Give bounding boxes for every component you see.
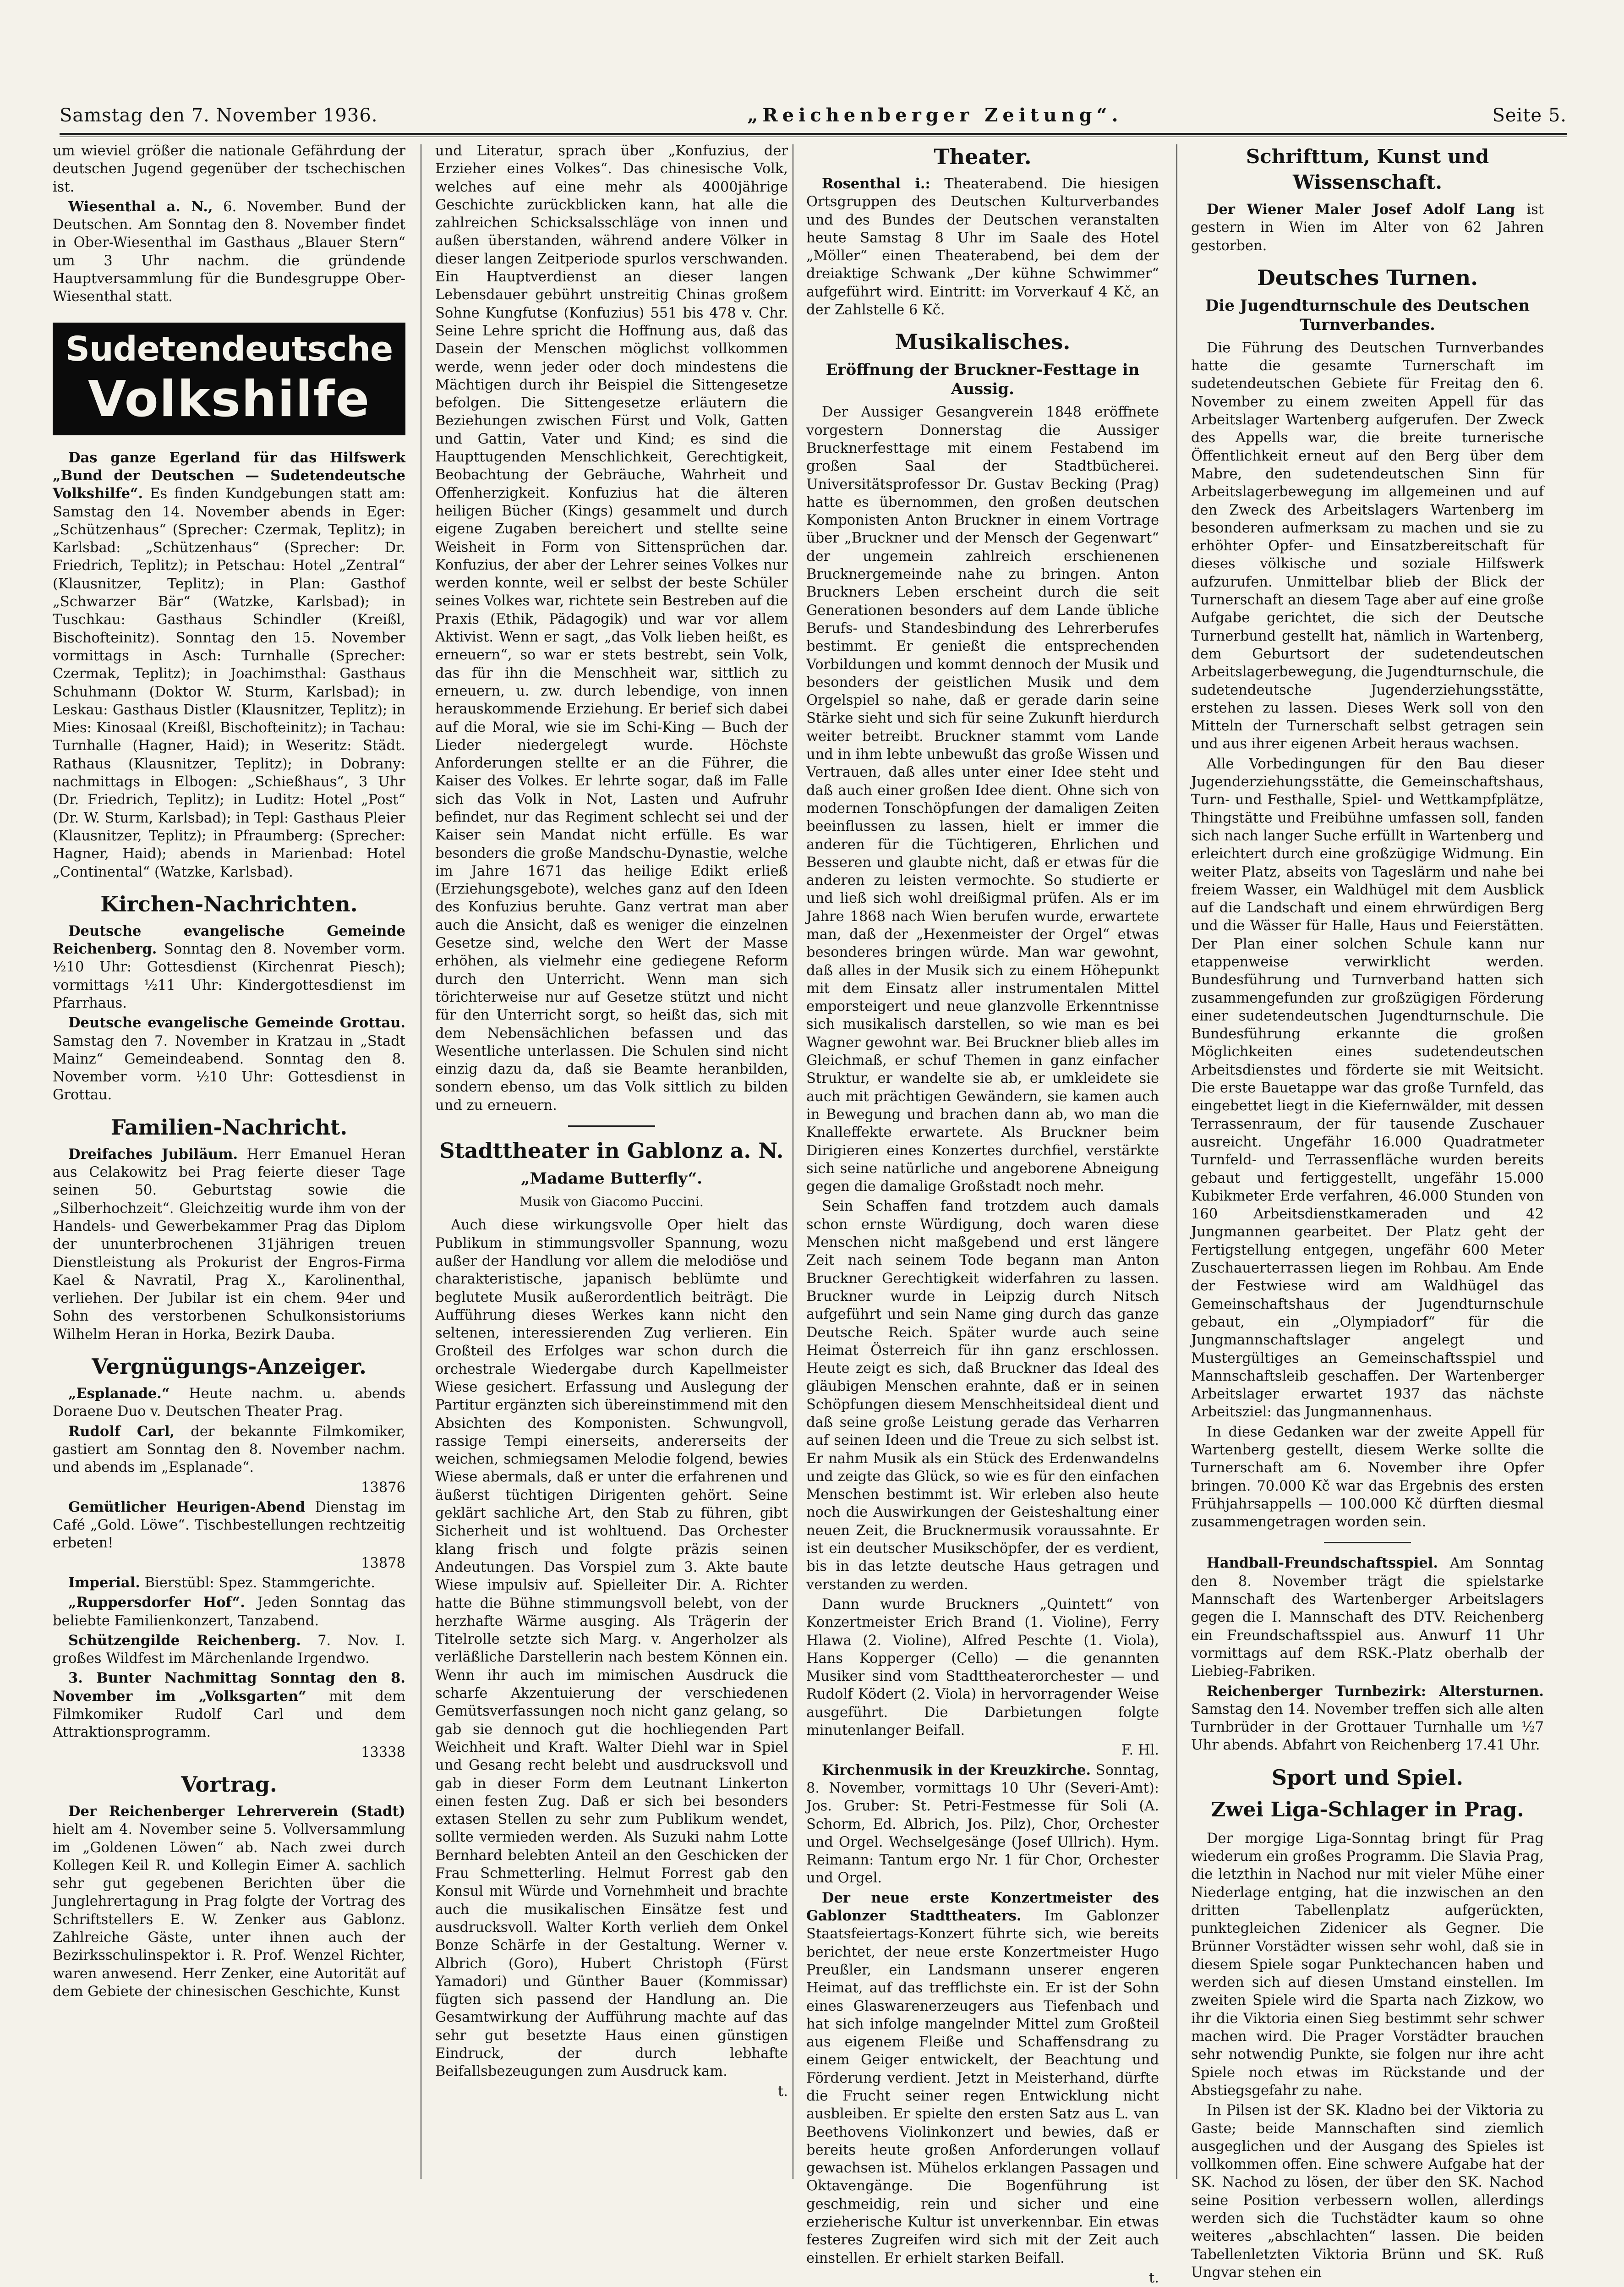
article-text: Theaterabend. Die hiesigen Ortsgruppen des Deutschen Kulturverbandes und des Bundes der Deutschen veranstalten heute Samstag 8 Uhr im Saale des Hotel „Möller“ einen Theaterabend, bei dem der dreiaktige Schwank „Der kühne Schwimmer“ aufgeführt wird. Eintritt: im Vorverkauf 4 Kč, an der Zahlstelle 6 Kč.: [806, 176, 1159, 318]
logo-line-1: Sudetendeutsche: [65, 329, 393, 369]
ad-lead: Rudolf Carl,: [68, 1423, 175, 1440]
running-head: [60, 94, 1567, 126]
ad-lead: Imperial.: [68, 1574, 140, 1591]
ad-text: Bierstübl: Spez. Stammgerichte.: [144, 1575, 375, 1591]
column-divider: [1176, 144, 1177, 2179]
paragraph: In Pilsen ist der SK. Kladno bei der Viktoria zu Gaste; beide Mannschaften sind ziemlich ausgeglichen und der Ausgang des Spieles ist vollkommen offen. Eine schwere Aufgabe hat der SK. Nachod zu lösen, der über den SK. Nachod seine Position verbessern wollen, allerdings werden sich die Tuchstädter kaum so ohne weiteres „abschlachten“ lassen. Die beiden Tabellenletzten Viktoria Brünn und SK. Ruß Ungvar stehen ein: [1191, 2102, 1544, 2281]
section-heading-sport: Sport und Spiel.: [1271, 1765, 1464, 1790]
opera-title: „Madame Butterfly“.: [521, 1169, 702, 1188]
notice-text: Samstag den 7. November in Kratzau in „Stadt Mainz“ Gemeindeabend. Sonntag den 8. November vorm. ½10 Uhr: Gottesdienst in Grottau.: [53, 1033, 405, 1103]
section-heading-kirchen: Kirchen-Nachrichten.: [100, 891, 358, 916]
paragraph: In diese Gedanken war der zweite Appell für Wartenberg gestellt, diesem Werke sollte die Turnerschaft am 6. November ihre Opfer bringen. 70.000 Kč war das Ergebnis des ersten Frühjahrsappells — 100.000 Kč dürften diesmal zusammengetragen worden sein.: [1191, 1424, 1544, 1530]
section-heading-stadttheater: Stadttheater in Gablonz a. N.: [439, 1138, 784, 1163]
article-wiesenthal: [53, 198, 405, 306]
ad-text: Heute nachm. u. abends Doraene Duo v. Deutschen Theater Prag.: [53, 1386, 405, 1420]
logo-line-2: Volkshilfe: [87, 370, 371, 428]
notice-text: Am Sonntag den 8. November trägt die spielstarke Mannschaft des Wartenberger Arbeitslagers gegen die I. Mannschaft des DTV. Reichenberg ein Freundschaftsspiel aus. Anwurf 11 Uhr vormittags auf dem RSK.-Platz oberhalb der Liebieg-Fabriken.: [1191, 1555, 1544, 1680]
ad-number: 13878: [361, 1555, 405, 1571]
article-text: Sonntag, 8. November, vormittags 10 Uhr (Severi-Amt): Jos. Gruber: St. Petri-Festmesse für Soli (A. Schorm, Ed. Albrich, Jos. Pilz), Chor, Orchester und Orgel. Wechselgesänge (Josef Ullrich). Hym. Reimann: Tantum ergo Nr. 1 für Chor, Orchester und Orgel.: [806, 1762, 1159, 1887]
article-konzertmeister: [806, 1889, 1159, 2267]
ad-lead: 3. Bunter Nachmittag Sonntag den 8. November im „Volksgarten“: [53, 1670, 405, 1705]
ad-entry: [53, 1594, 405, 1630]
article-lead: Rosenthal i.:: [822, 176, 930, 192]
article-volkshilfe: [53, 449, 405, 881]
section-heading-vergnuegung: Vergnügungs-Anzeiger.: [92, 1354, 366, 1379]
ad-number: 13876: [361, 1479, 405, 1496]
ad-number: 13338: [361, 1744, 405, 1760]
paragraph: Sein Schaffen fand trotzdem auch damals schon ernste Würdigung, doch waren diese Menschen nicht maßgebend und erst längere Zeit nach seinem Tode begann man Anton Bruckner Gerechtigkeit widerfahren zu lassen. Bruckner wurde in Leipzig durch Nitsch aufgeführt und sein Name ging durch das ganze Deutsche Reich. Später wurde auch seine Heimat Österreich für ihn ganz erschlossen. Heute zeigt es sich, daß Bruckner das Ideal des gläubigen Menschen erahnte, daß er in seinen Schöpfungen diesem Menschheitsideal dient und daß seine große Leistung gerade das Verharren auf seinen Ideen und die Treue zu sich selbst ist. Er nahm Musik als ein Stück des Erdenwandelns und zeigte das Glück, so wie es für den einfachen Menschen bestimmt ist. Wir erleben also heute noch die Auswirkungen der Geisteshaltung einer neuen Zeit, die Brucknermusik voraussahnte. Er ist ein deutscher Musikschöpfer, der es verdient, bis in das letzte deutsche Haus getragen und verstanden zu werden.: [806, 1198, 1159, 1593]
ad-text: mit dem Filmkomiker Rudolf Carl und dem Attraktionsprogramm.: [53, 1688, 405, 1741]
column-3: [806, 142, 1159, 2286]
composer-line: Musik von Giacomo Puccini.: [519, 1194, 704, 1210]
issue-date: Samstag den 7. November 1936.: [60, 105, 378, 126]
article-rosenthal: [806, 175, 1159, 319]
ad-text: der bekannte Filmkomiker, gastiert am Sonntag den 8. November nachm. und abends im „Esplanade“.: [53, 1423, 405, 1476]
section-heading-theater: Theater.: [934, 144, 1032, 169]
header-rule: [60, 133, 1567, 135]
paragraph: Dann wurde Bruckners „Quintett“ von Konzertmeister Erich Brand (1. Violine), Ferry Hlawa (2. Violine), Alfred Peschte (1. Viola), Hans Kopperger (Cello) — die genannten Musiker sind vom Stadttheaterorchester — und Rudolf Ködert (2. Viola) in hervorragender Weise ausgeführt. Die Darbietungen folgte minutenlanger Beifall.: [806, 1596, 1159, 1739]
notice-lead: Deutsche evangelische Gemeinde Grottau.: [68, 1015, 405, 1031]
ad-text: Jeden Sonntag das beliebte Familienkonzert, Tanzabend.: [53, 1595, 405, 1629]
notice-lead: Dreifaches Jubiläum.: [68, 1146, 238, 1163]
article-lead: Der neue erste Konzertmeister des Gablonzer Stadttheaters.: [806, 1889, 1159, 1925]
notice: [1191, 201, 1544, 255]
notice-text: Samstag den 14. November treffen sich alle alten Turnbrüder in der Grottauer Turnhalle um ½7 Uhr abends. Abfahrt von Reichenberg 17.41 Uhr.: [1191, 1701, 1544, 1754]
notice-lead: Reichenberger Turnbezirk: Altersturnen.: [1207, 1683, 1544, 1700]
column-1: [53, 142, 405, 2186]
article-vortrag: [53, 1803, 405, 2001]
section-heading-schrifttum: Schrifttum, Kunst und Wissenschaft.: [1246, 145, 1489, 193]
ad-entry: [53, 1632, 405, 1668]
ad-lead: Schützengilde Reichenberg.: [68, 1632, 301, 1649]
column-2: [435, 142, 788, 2186]
paragraph: Auch diese wirkungsvolle Oper hielt das Publikum in stimmungsvoller Spannung, wozu außer der Handlung vor allem die melodiöse und charakteristische, japanisch beblümte und beglutete Musik außerordentlich beiträgt. Die Aufführung dieses Werkes kann nicht den seltenen, interessierenden Zug verlieren. Ein Großteil des Erfolges war schon durch die orchestrale Wiedergabe durch Kapellmeister Wiese gesichert. Erfassung und Auslegung der Partitur ergänzten sich übereinstimmend mit den Absichten des Komponisten. Schwungvoll, rassige Tempi einerseits, andererseits der weichen, schmiegsamen Melodie folgend, bewies Wiese abermals, daß er unter die erfahrenen und äußerst tüchtigen Dirigenten gehört. Seine geklärt sachliche Art, den Stab zu führen, gibt Sicherheit und ist wohltuend. Das Orchester klang frisch und folgte präzis seinen Andeutungen. Das Vorspiel zum 3. Akte baute Wiese impulsiv auf. Spielleiter Dir. A. Richter hatte die Bühne stimmungsvoll belebt, von der herzhafte Wärme ausging. Als Trägerin der Titelrolle setzte sich Marg. v. Angerholzer als verläßliche Darstellerin nach bestem Können ein. Wenn ihr auch im mimischen Ausdruck die scharfe Akzentuierung der verschiedenen Gemütsverfassungen noch nicht ganz gelang, so gab sie dennoch gut die hochliegenden Part Weichheit und Kraft. Walter Diehl war in Spiel und Gesang recht belebt und ausdrucksvoll und gab in dieser Form dem Leutnant Linkerton einen festen Zug. Daß er sich bei besonders extasen Stellen zu sehr zum Publikum wendet, sollte vermieden werden. Als Suzuki nahm Lotte Bernhard belebten Anteil an den Geschicken der Frau Schmetterling. Helmut Forrest gab den Konsul mit Würde und Vornehmheit und brachte auch die musikalischen Einsätze fest und ausdrucksvoll. Walter Korth verlieh dem Onkel Bonze Schärfe in der Gestaltung. Werner v. Albrich (Goro), Hubert Christoph (Fürst Yamadori) und Günther Bauer (Kommissar) fügten sich passend der Handlung an. Die Gesamtwirkung der Aufführung machte auf das sehr gut besetzte Haus einen günstigen Eindruck, der durch lebhafte Beifallsbezeugungen zum Ausdruck kam.: [435, 1217, 788, 2080]
ad-lead: „Esplanade.“: [68, 1385, 170, 1402]
ad-lead: „Ruppersdorfer Hof“.: [68, 1594, 245, 1611]
ad-entry: [53, 1423, 405, 1477]
ad-entry: [53, 1669, 405, 1741]
article-subheading: Eröffnung der Bruckner-Festtage in Aussig.: [826, 361, 1140, 399]
notice: [53, 1014, 405, 1104]
author-signature: t.: [778, 2083, 788, 2100]
notice: [1191, 1554, 1544, 1680]
article-heading-liga: Zwei Liga-Schlager in Prag.: [1211, 1798, 1524, 1821]
article-divider: [1324, 1542, 1411, 1543]
ad-entry: [53, 1574, 405, 1592]
paragraph: und Literatur, sprach über „Konfuzius, der Erzieher eines Volkes“. Das chinesische Volk, welches auf eine mehr als 4000jährige Geschichte zurückblicken kann, hat alle die zahlreichen Schicksalsschläge von innen und außen überstanden, während andere Völker in dieser langen Zeitperiode spurlos verschwanden. Ein Hauptverdienst an dieser langen Lebensdauer gebührt unstreitig Chinas großem Sohne Kungfutse (Konfuzius) 551 bis 478 v. Chr. Seine Lehre spricht die Hoffnung aus, daß das Dasein der Menschen möglichst vollkommen werde, wenn jeder oder doch mindestens die Mächtigen durch ihr Beispiel die Sittengesetze befolgen. Die Sittengesetze erläutern die Beziehungen zwischen Fürst und Volk, Gatten und Gattin, Vater und Kind; es sind die Haupttugenden Menschlichkeit, Gerechtigkeit, Beobachtung der Gebräuche, Wahrheit und Offenherzigkeit. Konfuzius hat die älteren heiligen Bücher (Kings) gesammelt und durch eigene Zugaben bereichert und stellte seine Weisheit in Form von Sittensprüchen dar. Konfuzius, der aber der Lehrer seines Volkes nur werden konnte, weil er selbst der beste Schüler seines Volkes war, richtete sein Bestreben auf die Praxis (Ethik, Pädagogik) und war vor allem Aktivist. Wenn er sagt, „das Volk lieben heißt, es erneuern“, so war er stets bestrebt, sein Volk, das für ihn die Menschheit war, sittlich zu erneuern, u. zw. durch lebendige, von innen herauskommende Erziehung. Er berief sich dabei auf die Moral, wie sie im Schi-King — Buch der Lieder niedergelegt wurde. Höchste Anforderungen stellte er an die Führer, die Kaiser des Volkes. Er lehrte sogar, daß im Falle sich das Volk in Not, Lasten und Aufruhr befindet, nur das Regiment schlecht sei und der Kaiser sein Mandat nicht erfülle. Es war besonders die große Mandschu-Dynastie, welche im Jahre 1671 das heilige Edikt erließ (Erziehungsgebote), welches ganz auf den Ideen des Konfuzius beruhte. Ganz vertrat man aber auch die Ansicht, daß es weniger die einzelnen Gesetze sind, welche den Wert der Masse erhöhen, als vielmehr eine gediegene Reform durch den Unterricht. Wenn man sich törichterweise nur auf Gesetze stützt und nicht für den Unterricht sorgt, so heißt das, sich mit dem Nebensächlichen befassen und das Wesentliche unterlassen. Die Schulen sind nicht einzig dazu da, daß sie Beamte heranbilden, sondern ebenso, um das Volk sittlich zu bilden und zu erneuern.: [435, 143, 788, 1113]
article-text: hielt am 4. November seine 5. Vollversammlung im „Goldenen Löwen“ ab. Nach zwei durch Kollegen Keil R. und Kollegin Eimer A. sachlich sehr gut gegebenen Berichten über die Junglehrertagung in Prag folgte der Vortrag des Schriftstellers E. W. Zenker aus Gablonz. Zahlreiche Gäste, unter ihnen auch der Bezirksschulinspektor i. R. Prof. Wenzel Richter, waren anwesend. Herr Zenker, eine Autorität auf dem Gebiete der chinesischen Geschichte, Kunst: [53, 1821, 405, 2000]
author-signature: F. Hl.: [1121, 1742, 1159, 1759]
ad-lead: Gemütlicher Heurigen-Abend: [68, 1498, 306, 1515]
article-subheading: Die Jugendturnschule des Deutschen Turnverbandes.: [1205, 296, 1530, 334]
section-heading-familien: Familien-Nachricht.: [110, 1114, 348, 1140]
masthead-title: „Reichenberger Zeitung“.: [747, 104, 1123, 126]
ad-entry: [53, 1385, 405, 1421]
article-lead: Der Reichenberger Lehrerverein (Stadt): [68, 1803, 405, 1820]
ad-text: Dienstag im Café „Gold. Löwe“. Tischbestellungen rechtzeitig erbeten!: [53, 1499, 406, 1552]
paragraph: Der morgige Liga-Sonntag bringt für Prag wiederum ein großes Programm. Die Slavia Prag, die letzthin in Nachod nur mit vieler Mühe einer Niederlage entging, hat die inzwischen an den dritten Tabellenplatz aufgerückten, punktegleichen Zidenicer als Gegner. Die Brünner Vorstädter wissen sehr wohl, daß sie in diesem Spiele sogar Punktechancen haben und werden sich auf diesen Umstand einstellen. Im zweiten Spiele wird die Sparta nach Zizkow, wo ihr die Viktoria einen Sieg bestimmt sehr schwer machen wird. Die Prager Vorstädter brauchen sehr notwendig Punkte, sie folgen nur ihre acht Spiele noch etwas im Rückstande und der Abstiegsgefahr zu nahe.: [1191, 1830, 1544, 2099]
article-text: 6. November. Bund der Deutschen. Am Sonntag den 8. November findet in Ober-Wiesenthal im Gasthaus „Blauer Stern“ um 3 Uhr nachm. die gründende Hauptversammlung für die Bundesgruppe Ober-Wiesenthal statt.: [53, 198, 405, 305]
paragraph: Die Führung des Deutschen Turnverbandes hatte die gesamte Turnerschaft im sudetendeutschen Gebiete für Freitag den 6. November zu einem zweiten Appell für das Arbeitslager Wartenberg aufgerufen. Der Zweck des Appells war, die breite turnerische Öffentlichkeit erneut auf den Berg über dem Mabre, den sudetendeutschen Sinn für Arbeitslagerbewegung im allgemeinen und auf den Zweck des Arbeitslagers Wartenberg im besonderen aufmerksam zu machen und sie zu erhöhter Opfer- und Einsatzbereitschaft für dieses völkische und soziale Hilfswerk aufzurufen. Unmittelbar blieb der Blick der Turnerschaft an diesem Tage aber auf eine große Aufgabe gerichtet, die sich der Deutsche Turnerbund gestellt hat, nämlich in Wartenberg, dem Geburtsort der sudetendeutschen Arbeitslagerbewegung, die Jugendturnschule, die sudetendeutsche Jugenderziehungsstätte, erstehen zu lassen. Dieses Werk soll von den Mitteln der Turnerschaft selbst getragen sein und aus ihrer eigenen Arbeit heraus wachsen.: [1191, 340, 1544, 752]
section-heading-musik: Musikalisches.: [895, 329, 1071, 355]
notice-text: Sonntag den 8. November vorm. ½10 Uhr: Gottesdienst (Kirchenrat Piesch); vormittags ½11 Uhr: Kindergottesdienst im Pfarrhaus.: [53, 941, 405, 1011]
notice: [1191, 1683, 1544, 1755]
notice-lead: Deutsche evangelische Gemeinde Reichenberg.: [53, 922, 405, 958]
page-number: Seite 5.: [1492, 105, 1567, 126]
notice-text: Herr Emanuel Heran aus Celakowitz bei Prag feierte dieser Tage seinen 50. Geburtstag sowie die „Silberhochzeit“. Gleichzeitig wurde ihm von der Handels- und Gewerbekammer Prag das Diplom der ununterbrochenen 31jährigen treuen Dienstleistung als Prokurist der Engros-Firma Kael & Navratil, Prag X., Karolinenthal, verliehen. Der Jubilar ist ein chem. 94er und Sohn des verstorbenen Schulkonsistoriums Wilhelm Heran in Horka, Bezirk Dauba.: [53, 1146, 405, 1343]
notice: [53, 1146, 405, 1344]
article-kirchenmusik: [806, 1761, 1159, 1887]
paragraph: um wieviel größer die nationale Gefährdung der deutschen Jugend gegenüber der tschechischen ist.: [53, 143, 405, 195]
volkshilfe-logo: [53, 323, 405, 435]
ad-entry: [53, 1498, 405, 1552]
notice-text: ist gestern in Wien im Alter von 62 Jahren gestorben.: [1191, 202, 1544, 254]
notice-lead: Der Wiener Maler Josef Adolf Lang: [1207, 201, 1515, 218]
column-4: [1191, 142, 1544, 2281]
notice-lead: Handball-Freundschaftsspiel.: [1207, 1555, 1438, 1572]
article-text: Es finden Kundgebungen statt am: Samstag den 14. November abends in Eger: „Schützenhaus“ (Sprecher: Czermak, Teplitz); in Karlsbad: „Schützenhaus“ (Sprecher: Dr. Friedrich, Teplitz); in Petschau: Hotel „Zentral“ (Klausnitzer, Teplitz); in Plan: Gasthof „Schwarzer Bär“ (Watzke, Karlsbad); in Tuschkau: Gasthaus Schindler (Kreißl, Bischofteinitz). Sonntag den 15. November vormittags in Asch: Turnhalle (Sprecher: Czermak, Teplitz); in Joachimsthal: Gasthaus Schuhmann (Doktor W. Sturm, Karlsbad); in Leskau: Gasthaus Distler (Klausnitzer, Teplitz); in Mies: Kinosaal (Kreißl, Bischofteinitz); in Tachau: Turnhalle (Hagner, Haid); in Weseritz: Städt. Rathaus (Klausnitzer, Teplitz); in Dobrany: nachmittags in Elbogen: „Schießhaus“, 3 Uhr (Dr. Friedrich, Teplitz); in Luditz: Hotel „Post“ (Dr. W. Sturm, Karlsbad); in Tepl: Gasthaus Pleier (Klausnitzer, Teplitz); in Pfraumberg: (Sprecher: Hagner, Haid); abends in Marienbad: Hotel „Continental“ (Watzke, Karlsbad).: [53, 486, 405, 880]
article-lead: Kirchenmusik in der Kreuzkirche.: [822, 1761, 1091, 1778]
article-lead: Wiesenthal a. N.,: [68, 198, 213, 215]
article-divider: [568, 1125, 655, 1127]
notice: [53, 922, 405, 1012]
section-heading-vortrag: Vortrag.: [181, 1771, 277, 1797]
article-lead: Das ganze Egerland für das Hilfswerk „Bund der Deutschen — Sudetendeutsche Volkshilfe“.: [53, 449, 405, 502]
ad-text: 7. Nov. I. großes Wildfest im Märchenlande Irgendwo.: [53, 1632, 405, 1667]
section-heading-turnen: Deutsches Turnen.: [1257, 265, 1478, 290]
article-text: Im Gablonzer Staatsfeiertags-Konzert führte sich, wie bereits berichtet, der neue erste Konzertmeister Hugo Preußler, ein Landsmann unserer engeren Heimat, auf das trefflichste ein. Er ist der Sohn eines Glaswarenerzeugers aus Tiefenbach und hat sich infolge mangelnder Mittel zum Großteil aus eigenem Fleiße und Schaffensdrang zu einem Geiger entwickelt, der Beachtung und Förderung verdient. Jetzt in Meisterhand, dürfte die Frucht seiner regen Entwicklung nicht ausbleiben. Er spielte den ersten Satz aus L. van Beethovens Violinkonzert und bewies, daß er bereits heute großen Anforderungen vollauf gewachsen ist. Mühelos erklangen Passagen und Oktavengänge. Die Bogenführung ist geschmeidig, rein und sicher und eine erzieherische Kultur ist unverkennbar. Ein etwas festeres Zugreifen wird sich mit der Zeit auch einstellen. Er erhielt starken Beifall.: [806, 1908, 1159, 2266]
author-signature: t.: [1149, 2270, 1159, 2286]
paragraph: Der Aussiger Gesangverein 1848 eröffnete vorgestern Donnerstag die Aussiger Brucknerfesttage mit einem Festabend im großen Saal der Stadtbücherei. Universitätsprofessor Dr. Gustav Becking (Prag) hatte es übernommen, den großen deutschen Komponisten Anton Bruckner in einem Vortrage über „Bruckner und der Mensch der Gegenwart“ der ungemein zahlreich erschienenen Brucknergemeinde nahe zu bringen. Anton Bruckners Leben erscheint durch die seit Generationen besonders auf dem Lande übliche Berufs- und Standesbindung des Lehrerberufes bestimmt. Er genießt die entsprechenden Vorbildungen und kommt dennoch der Musik und besonders der geistlichen Musik und dem Orgelspiel so nahe, daß er gerade darin seine Stärke sieht und sich für seine Zukunft hierdurch weiter betreibt. Bruckner stammt vom Lande und in ihm lebte unbewußt das große Wissen und Vertrauen, daß alles unter einer Idee steht und daß auch einer großen Idee dient. Ohne sich von modernen Tonschöpfungen der damaligen Zeiten beeinflussen zu lassen, hielt er immer die anderen für die Tüchtigeren, Ehrlichen und Besseren und glaubte nicht, daß er etwas für die anderen zu leisten vermochte. So studierte er und ließ sich wohl dreißigmal prüfen. Als er im Jahre 1868 nach Wien berufen wurde, erwartete man, daß der „Hexenmeister der Orgel“ etwas besonderes bringen würde. Man war gewohnt, daß alles in der Musik sich zu einem Höhepunkt mit dem Einsatz aller instrumentalen Mittel emporsteigert und neue glanzvolle Erkenntnisse sich musikalisch darstellen, so wie man es bei Wagner gewohnt war. Bei Bruckner blieb alles im Gleichmaß, er schuf Themen in ganz einfacher Struktur, er wandelte sie ab, er umkleidete sie auch mit prächtigen Gewändern, sie kamen auch in Bewegung und brachen dann ab, wo man die Knalleffekte erwartete. Als Bruckner beim Dirigieren eines Konzertes durchfiel, verstärkte sich seine natürliche und angeborene Abneigung gegen die damalige Großstadt noch mehr.: [806, 404, 1159, 1195]
paragraph: Alle Vorbedingungen für den Bau dieser Jugenderziehungsstätte, die Gemeinschaftshaus, Turn- und Festhalle, Spiel- und Wettkampfplätze, Thingstätte und Freibühne umfassen soll, fanden sich nach langer Suche erfüllt in Wartenberg und erleichtert durch eine großzügige Widmung. Ein weiter Platz, abseits von Tageslärm und nahe bei freiem Wasser, ein Waldhügel mit dem Ausblick auf die Landschaft und einem ehrwürdigen Berg und die Wässer für Halle, Haus und Feierstätten. Der Plan einer solchen Schule kann nur etappenweise verwirklicht werden. Bundesführung und Turnverband hatten sich zusammengefunden zur großzügigen Förderung einer sudetendeutschen Jugendturnschule. Die Bundesführung erkannte die großen Möglichkeiten eines sudetendeutschen Arbeitsdienstes und förderte sie mit Weitsicht. Die erste Bauetappe war das große Turnfeld, das eingebettet liegt in die Kiefernwälder, mit dessen Terrassenraum, der für tausende Zuschauer ausreicht. Ungefähr 16.000 Quadratmeter Turnfeld- und Terrassenfläche wurden bereits gebaut und fertiggestellt, ungefähr 15.000 Kubikmeter Erde verfahren, 46.000 Stunden von 160 Arbeitsdienstkameraden und 42 Jungmannen gearbeitet. Der Platz geht der Fertigstellung entgegen, ungefähr 600 Meter Zuschauerterrassen liegen im Rohbau. Am Ende der Festwiese wird am Waldhügel das Gemeinschaftshaus der Jugendturnschule gebaut, ein „Olympiadorf“ für die Jungmannschaftslager angelegt und Mustergültiges an Gemeinschaftsspiel und Mannschaftsleib geschaffen. Der Wartenberger Arbeitslager erwartet 1937 das nächste Arbeitsziel: das Jungmannenhaus.: [1191, 756, 1544, 1420]
